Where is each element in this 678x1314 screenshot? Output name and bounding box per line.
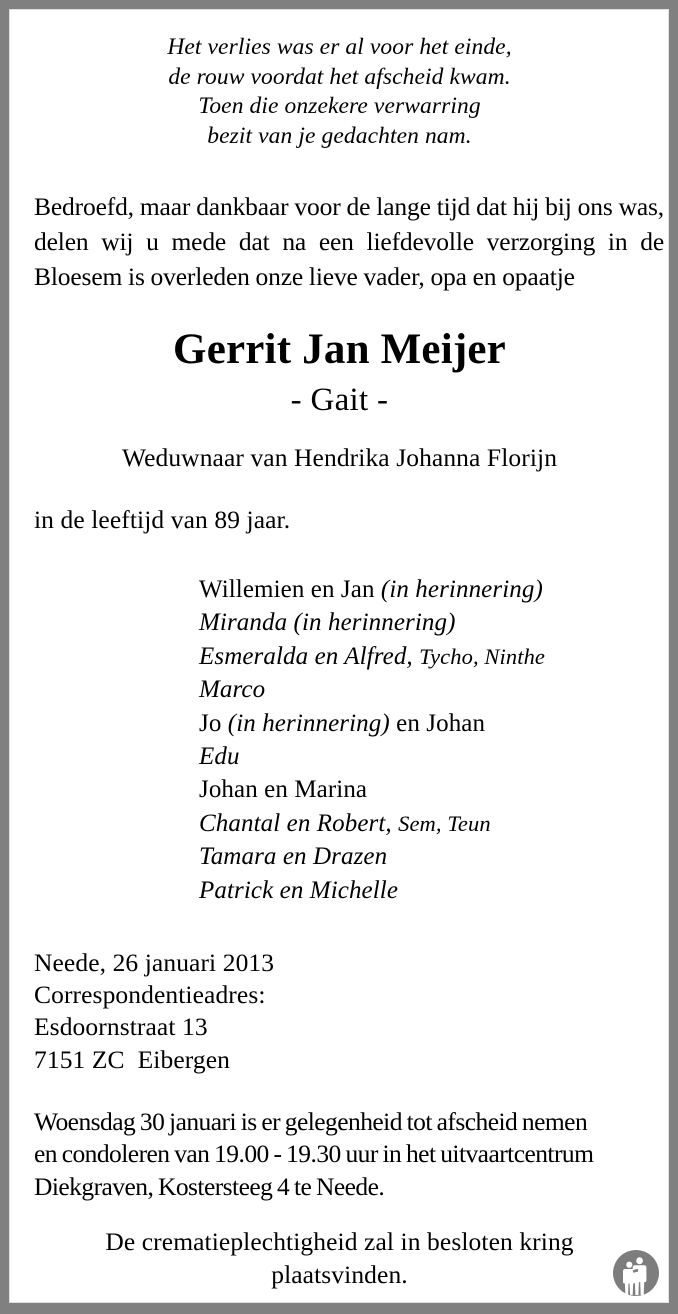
address-line: Correspondentieadres: (34, 980, 266, 1010)
family-member-line (199, 773, 656, 806)
family-member-line (199, 640, 656, 673)
deceased-spouse: Weduwnaar van Hendrika Johanna Florijn (121, 443, 558, 472)
family-member-text: Willemien en Jan (199, 576, 381, 603)
family-member-text: en Johan (389, 709, 486, 737)
family-member-line (199, 673, 656, 706)
family-member-text: Edu (199, 743, 240, 771)
memorial-poem (23, 33, 656, 151)
poem-line: de rouw voordat het afscheid kwam. (168, 63, 511, 90)
family-member-text: Marco (199, 676, 266, 704)
address-line: 7151 ZC Eibergen (34, 1044, 230, 1074)
family-member-line (199, 606, 656, 639)
family-member-line (199, 874, 656, 907)
family-member-text: Jo (199, 709, 228, 737)
family-member-text: Tycho, Ninthe (419, 643, 546, 669)
poem-line: Toen die onzekere verwarring (198, 93, 481, 119)
family-member-text: Esmeralda en Alfred, (199, 642, 420, 670)
deceased-age: in de leeftijd van 89 jaar. (34, 505, 291, 534)
correspondence-address (23, 947, 656, 1076)
poem-line: bezit van je gedachten nam. (207, 122, 472, 149)
deceased-name-block (23, 325, 656, 473)
family-member-line (199, 707, 656, 740)
family-members-list (23, 573, 656, 907)
cremation-line: plaatsvinden. (271, 1260, 408, 1290)
address-line: Esdoornstraat 13 (34, 1012, 208, 1042)
condolence-line: Diekgraven, Kostersteeg 4 te Neede. (34, 1171, 385, 1201)
family-member-text: Miranda (in herinnering) (199, 609, 456, 637)
address-line: Neede, 26 januari 2013 (34, 948, 275, 978)
deceased-nickname: - Gait - (290, 382, 389, 418)
family-member-text: Patrick en Michelle (199, 876, 399, 904)
family-member-line (199, 840, 656, 873)
family-member-text: Sem, Teun (398, 810, 491, 836)
cremation-line: De crematieplechtigheid zal in besloten kring (105, 1227, 574, 1257)
family-member-text: Tamara en Drazen (199, 843, 388, 871)
condolence-line: Woensdag 30 januari is er gelegenheid tot afscheid nemen (34, 1106, 588, 1136)
family-member-line (199, 573, 656, 606)
family-member-text: (in herinnering) (227, 709, 390, 737)
family-member-line (199, 740, 656, 773)
condolence-details (23, 1106, 669, 1204)
family-member-text: (in herinnering) (380, 576, 543, 603)
poem-line: Het verlies was er al voor het einde, (167, 34, 512, 60)
family-member-line (199, 807, 656, 840)
announcement-intro: Bedroefd, maar dankbaar voor de lange tijd dat hij bij ons was, delen wij u mede dat na een liefdevolle verzorging in de Bloesem is overleden onze lieve vader, opa en opaatje (34, 192, 664, 291)
condolence-line: en condoleren van 19.00 - 19.30 uur in het uitvaartcentrum (34, 1139, 594, 1169)
family-member-text: Johan en Marina (199, 776, 368, 804)
deceased-full-name: Gerrit Jan Meijer (173, 326, 506, 373)
family-member-text: Chantal en Robert, (199, 809, 399, 837)
cremation-notice (23, 1225, 656, 1291)
obituary-card (9, 9, 669, 1303)
obituary-content (10, 10, 668, 1302)
funeral-home-logo-icon (613, 1250, 659, 1296)
